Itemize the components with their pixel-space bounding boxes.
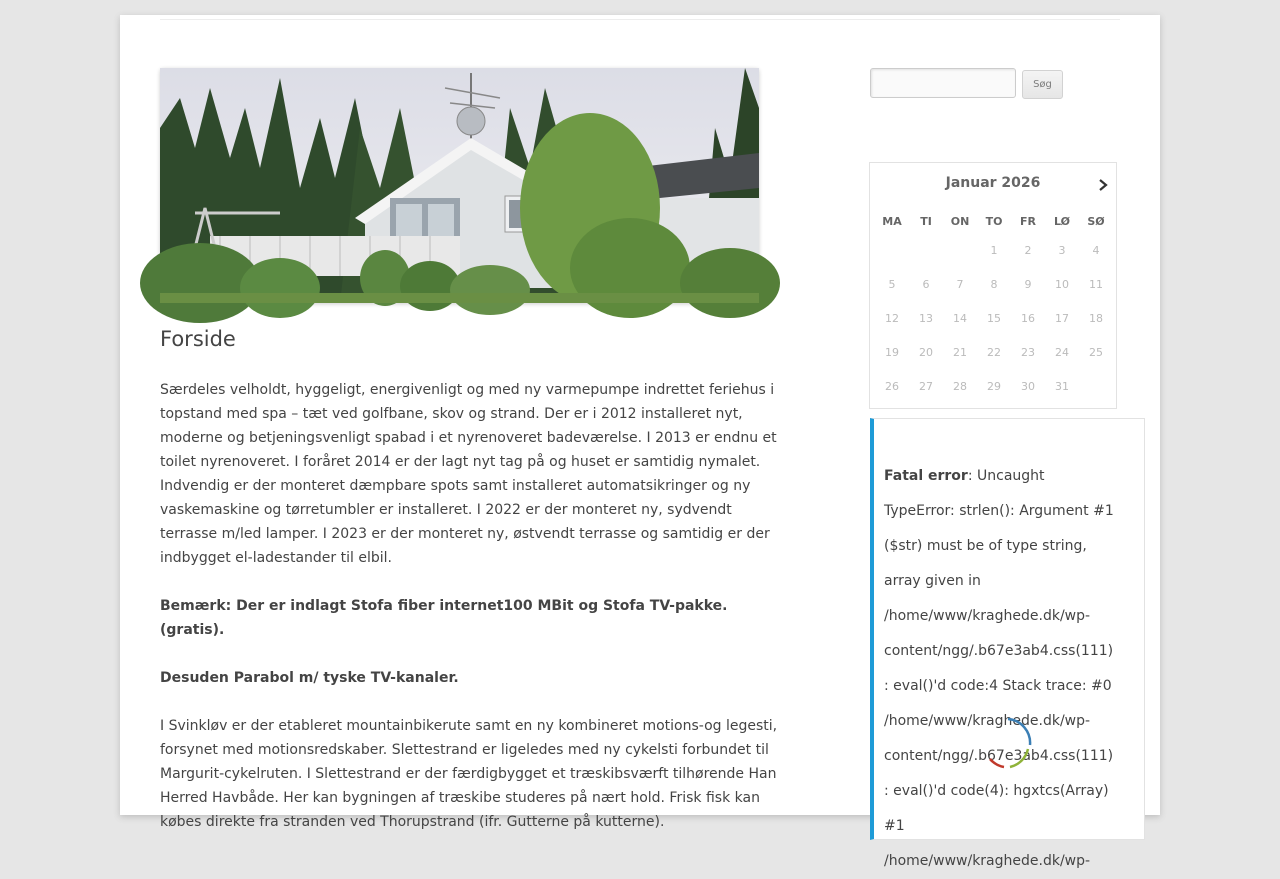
- entry-content: [160, 378, 785, 858]
- weekday-label: TO: [985, 215, 1003, 228]
- calendar-day: 8: [990, 278, 998, 291]
- calendar-day: 5: [888, 278, 896, 291]
- calendar-day: 19: [885, 346, 899, 359]
- calendar-day: 3: [1058, 244, 1066, 257]
- search-input[interactable]: [870, 68, 1016, 98]
- calendar-day: 9: [1024, 278, 1032, 291]
- calendar-week-row: [875, 307, 1113, 341]
- calendar-day: [909, 239, 943, 273]
- error-message: [884, 459, 1114, 879]
- calendar-day: 4: [1092, 244, 1100, 257]
- calendar-day: 10: [1055, 278, 1069, 291]
- calendar-day: 24: [1055, 346, 1069, 359]
- calendar-day: 25: [1089, 346, 1103, 359]
- header-image: [160, 68, 759, 303]
- calendar-day: 26: [885, 380, 899, 393]
- area-paragraph: I Svinkløv er der etableret mountainbikerute samt en ny kombineret motions-og legesti, forsynet med motionsredskaber. Slettestrand er ligeledes med ny cykelsti forbundet til Margurit-cykelruten. I Slettestrand er der færdigbygget et træskibsværft tilhørende Han Herred Havbåde. Her kan bygningen af træskibe studeres på nært hold. Frisk fisk kan købes direkte fra stranden ved Thorupstrand (ifr. Gutterne på kutterne).: [160, 718, 778, 830]
- site-container: [120, 15, 1160, 869]
- calendar-day: [875, 239, 909, 273]
- calendar-week-row: [875, 341, 1113, 375]
- calendar-day: 23: [1021, 346, 1035, 359]
- page-title: Forside: [160, 327, 236, 351]
- weekday-label: ON: [950, 215, 970, 228]
- calendar-day: 17: [1055, 312, 1069, 325]
- calendar-day: 29: [987, 380, 1001, 393]
- weekday-label: MA: [882, 215, 902, 228]
- calendar-grid: [875, 211, 1113, 409]
- calendar-week-row: [875, 375, 1113, 409]
- calendar-day: 2: [1024, 244, 1032, 257]
- search-button[interactable]: Søg: [1022, 70, 1063, 99]
- calendar-day: 31: [1055, 380, 1069, 393]
- loading-spinner-icon: [978, 715, 1034, 771]
- calendar-day: 18: [1089, 312, 1103, 325]
- calendar-caption: Januar 2026: [945, 175, 1041, 191]
- calendar-week-row: [875, 273, 1113, 307]
- tv-note-text: Desuden Parabol m/ tyske TV-kanaler.: [160, 670, 459, 686]
- chevron-right-icon[interactable]: [1098, 178, 1108, 192]
- internet-note-text: Bemærk: Der er indlagt Stofa fiber internet100 MBit og Stofa TV-pakke. (gratis).: [160, 598, 728, 638]
- calendar-day: 20: [919, 346, 933, 359]
- calendar-day: 6: [922, 278, 930, 291]
- internet-note: [160, 594, 785, 642]
- weekday-label: TI: [920, 215, 932, 228]
- header-divider: [160, 19, 1120, 20]
- calendar-day: 27: [919, 380, 933, 393]
- weekday-label: SØ: [1087, 215, 1105, 228]
- calendar-day: 16: [1021, 312, 1035, 325]
- calendar-day: 14: [953, 312, 967, 325]
- calendar-day: 21: [953, 346, 967, 359]
- calendar-day: 12: [885, 312, 899, 325]
- error-details: : Uncaught TypeError: strlen(): Argument #1 ($str) must be of type string, array given in /home/www/kraghede.dk/wp-content/ngg/.b67e3ab4.css(111) : eval()'d code:4 Stack trace: #0 /home/www/kraghede.dk/wp-content/ngg/.b67e3ab4.css(111) : eval()'d code(4): hgxtcs(Array) #1 /home/www/kraghede.dk/wp-: [884, 468, 1114, 869]
- weekday-label: LØ: [1054, 215, 1070, 228]
- calendar-day: 22: [987, 346, 1001, 359]
- calendar-day: 28: [953, 380, 967, 393]
- calendar-week-row: [875, 239, 1113, 273]
- calendar-weekday-row: [875, 211, 1113, 233]
- calendar-widget: [869, 162, 1117, 409]
- tv-note: [160, 666, 785, 690]
- calendar-day: 11: [1089, 278, 1103, 291]
- calendar-day: 13: [919, 312, 933, 325]
- intro-paragraph: Særdeles velholdt, hyggeligt, energivenligt og med ny varmepumpe indrettet feriehus i topstand med spa – tæt ved golfbane, skov og strand. Der er i 2012 installeret nyt, moderne og betjeningsvenligt spabad i et nyrenoveret badeværelse. I 2013 er endnu et toilet nyrenoveret. I foråret 2014 er der lagt nyt tag på og huset er samtidig nymalet. Indvendig er der monteret dæmpbare spots samt installeret automatsikringer og ny vaskemaskine og tørretumbler er installeret. I 2022 er der monteret ny, sydvendt terrasse m/led lamper. I 2023 er der monteret ny, østvendt terrasse og samtidig er der indbygget el-ladestander til elbil.: [160, 382, 777, 566]
- calendar-day: 15: [987, 312, 1001, 325]
- calendar-day: 1: [990, 244, 998, 257]
- error-notice: [870, 418, 1145, 869]
- calendar-day: [1079, 375, 1113, 409]
- weekday-label: FR: [1020, 215, 1036, 228]
- calendar-day: [943, 239, 977, 273]
- calendar-day: 7: [956, 278, 964, 291]
- calendar-day: 30: [1021, 380, 1035, 393]
- error-label: Fatal error: [884, 468, 968, 484]
